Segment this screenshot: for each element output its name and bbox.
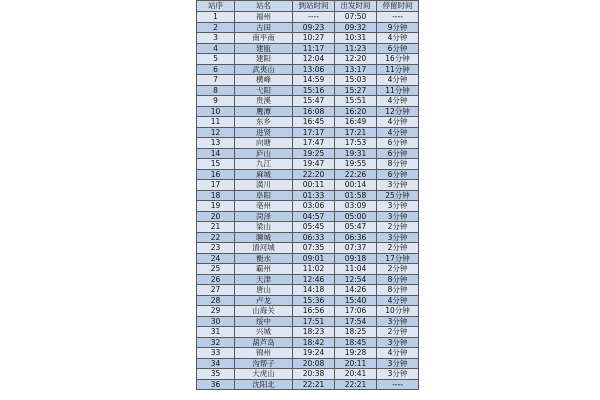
cell-station: 横峰 xyxy=(235,75,293,86)
cell-arrival: 14:59 xyxy=(293,75,335,86)
cell-departure: 03:09 xyxy=(335,201,377,212)
cell-station: 聊城 xyxy=(235,232,293,243)
cell-arrival: 06:33 xyxy=(293,232,335,243)
cell-station: 阜阳 xyxy=(235,190,293,201)
cell-seq: 33 xyxy=(197,348,235,359)
cell-station: 兴城 xyxy=(235,327,293,338)
cell-seq: 22 xyxy=(197,232,235,243)
table-row xyxy=(197,369,419,380)
cell-seq: 4 xyxy=(197,43,235,54)
cell-seq: 14 xyxy=(197,148,235,159)
cell-stop: 3分钟 xyxy=(377,211,419,222)
cell-arrival: 01:33 xyxy=(293,190,335,201)
cell-stop: 6分钟 xyxy=(377,169,419,180)
cell-departure: 15:03 xyxy=(335,75,377,86)
table-row xyxy=(197,180,419,191)
table-row xyxy=(197,316,419,327)
cell-arrival: 15:16 xyxy=(293,85,335,96)
cell-seq: 32 xyxy=(197,337,235,348)
cell-departure: 06:36 xyxy=(335,232,377,243)
cell-departure: 11:23 xyxy=(335,43,377,54)
cell-station: 唐山 xyxy=(235,285,293,296)
table-row xyxy=(197,222,419,233)
timetable-sheet xyxy=(196,0,418,398)
cell-station: 清河城 xyxy=(235,243,293,254)
cell-station: 天津 xyxy=(235,274,293,285)
cell-seq: 9 xyxy=(197,96,235,107)
cell-arrival: 19:24 xyxy=(293,348,335,359)
cell-seq: 17 xyxy=(197,180,235,191)
cell-departure: 12:20 xyxy=(335,54,377,65)
cell-seq: 18 xyxy=(197,190,235,201)
cell-seq: 36 xyxy=(197,379,235,390)
train-timetable xyxy=(196,0,419,390)
cell-station: 菏泽 xyxy=(235,211,293,222)
cell-arrival: 14:18 xyxy=(293,285,335,296)
cell-seq: 15 xyxy=(197,159,235,170)
cell-departure: 22:21 xyxy=(335,379,377,390)
cell-arrival: 12:04 xyxy=(293,54,335,65)
cell-station: 大虎山 xyxy=(235,369,293,380)
cell-station: 山海关 xyxy=(235,306,293,317)
cell-seq: 11 xyxy=(197,117,235,128)
cell-seq: 7 xyxy=(197,75,235,86)
cell-station: 古田 xyxy=(235,22,293,33)
cell-seq: 35 xyxy=(197,369,235,380)
cell-departure: 19:31 xyxy=(335,148,377,159)
cell-arrival: 07:35 xyxy=(293,243,335,254)
cell-departure: 18:25 xyxy=(335,327,377,338)
cell-departure: 17:21 xyxy=(335,127,377,138)
cell-stop: 3分钟 xyxy=(377,316,419,327)
cell-stop: 4分钟 xyxy=(377,33,419,44)
cell-stop: ---- xyxy=(377,379,419,390)
cell-departure: 05:47 xyxy=(335,222,377,233)
cell-departure: 16:49 xyxy=(335,117,377,128)
table-row xyxy=(197,106,419,117)
table-row xyxy=(197,12,419,23)
cell-arrival: 19:25 xyxy=(293,148,335,159)
cell-stop: 8分钟 xyxy=(377,274,419,285)
cell-seq: 20 xyxy=(197,211,235,222)
cell-arrival: 20:08 xyxy=(293,358,335,369)
cell-station: 南平南 xyxy=(235,33,293,44)
cell-stop: 4分钟 xyxy=(377,127,419,138)
cell-departure: 05:00 xyxy=(335,211,377,222)
cell-arrival: 11:17 xyxy=(293,43,335,54)
cell-station: 建瓯 xyxy=(235,43,293,54)
table-row xyxy=(197,337,419,348)
table-row xyxy=(197,306,419,317)
cell-departure: 17:53 xyxy=(335,138,377,149)
table-row xyxy=(197,96,419,107)
cell-departure: 12:54 xyxy=(335,274,377,285)
cell-stop: 4分钟 xyxy=(377,295,419,306)
table-row xyxy=(197,117,419,128)
table-row xyxy=(197,358,419,369)
cell-arrival: 15:47 xyxy=(293,96,335,107)
cell-arrival: 18:42 xyxy=(293,337,335,348)
cell-arrival: 11:02 xyxy=(293,264,335,275)
cell-stop: 4分钟 xyxy=(377,75,419,86)
cell-stop: 3分钟 xyxy=(377,232,419,243)
cell-stop: 25分钟 xyxy=(377,190,419,201)
cell-stop: 6分钟 xyxy=(377,43,419,54)
cell-departure: 13:17 xyxy=(335,64,377,75)
cell-departure: 07:50 xyxy=(335,12,377,23)
table-row xyxy=(197,75,419,86)
cell-arrival: 17:17 xyxy=(293,127,335,138)
cell-arrival: 17:51 xyxy=(293,316,335,327)
cell-station: 衡水 xyxy=(235,253,293,264)
cell-stop: 3分钟 xyxy=(377,369,419,380)
cell-stop: 2分钟 xyxy=(377,222,419,233)
cell-arrival: 19:47 xyxy=(293,159,335,170)
table-row xyxy=(197,22,419,33)
cell-stop: 2分钟 xyxy=(377,243,419,254)
cell-station: 沈阳北 xyxy=(235,379,293,390)
cell-departure: 07:37 xyxy=(335,243,377,254)
cell-seq: 16 xyxy=(197,169,235,180)
cell-stop: 17分钟 xyxy=(377,253,419,264)
cell-departure: 09:32 xyxy=(335,22,377,33)
table-row xyxy=(197,285,419,296)
cell-stop: 2分钟 xyxy=(377,327,419,338)
cell-stop: 8分钟 xyxy=(377,159,419,170)
cell-departure: 20:41 xyxy=(335,369,377,380)
header-station: 站名 xyxy=(235,1,293,12)
cell-arrival: 09:23 xyxy=(293,22,335,33)
table-row xyxy=(197,274,419,285)
table-row xyxy=(197,264,419,275)
cell-seq: 6 xyxy=(197,64,235,75)
cell-stop: 6分钟 xyxy=(377,148,419,159)
cell-station: 卢龙 xyxy=(235,295,293,306)
cell-stop: 16分钟 xyxy=(377,54,419,65)
cell-station: 梁山 xyxy=(235,222,293,233)
cell-arrival: 15:36 xyxy=(293,295,335,306)
cell-arrival: 13:06 xyxy=(293,64,335,75)
table-row xyxy=(197,379,419,390)
cell-departure: 15:27 xyxy=(335,85,377,96)
cell-seq: 26 xyxy=(197,274,235,285)
cell-departure: 15:51 xyxy=(335,96,377,107)
cell-stop: 11分钟 xyxy=(377,64,419,75)
cell-departure: 01:58 xyxy=(335,190,377,201)
cell-station: 武夷山 xyxy=(235,64,293,75)
cell-station: 九江 xyxy=(235,159,293,170)
cell-stop: 10分钟 xyxy=(377,306,419,317)
cell-station: 亳州 xyxy=(235,201,293,212)
cell-departure: 20:11 xyxy=(335,358,377,369)
cell-departure: 17:54 xyxy=(335,316,377,327)
cell-station: 庐山 xyxy=(235,148,293,159)
cell-stop: 9分钟 xyxy=(377,22,419,33)
table-row xyxy=(197,243,419,254)
cell-stop: 3分钟 xyxy=(377,337,419,348)
cell-departure: 14:26 xyxy=(335,285,377,296)
table-row xyxy=(197,253,419,264)
cell-station: 麻城 xyxy=(235,169,293,180)
cell-seq: 31 xyxy=(197,327,235,338)
table-row xyxy=(197,148,419,159)
table-row xyxy=(197,127,419,138)
cell-departure: 22:26 xyxy=(335,169,377,180)
table-row xyxy=(197,211,419,222)
header-seq: 站序 xyxy=(197,1,235,12)
cell-stop: 3分钟 xyxy=(377,358,419,369)
cell-stop: 8分钟 xyxy=(377,285,419,296)
cell-station: 锦州 xyxy=(235,348,293,359)
cell-seq: 25 xyxy=(197,264,235,275)
cell-seq: 19 xyxy=(197,201,235,212)
cell-departure: 17:06 xyxy=(335,306,377,317)
table-row xyxy=(197,327,419,338)
cell-station: 东乡 xyxy=(235,117,293,128)
cell-arrival: 22:20 xyxy=(293,169,335,180)
cell-departure: 15:40 xyxy=(335,295,377,306)
cell-station: 向塘 xyxy=(235,138,293,149)
cell-arrival: 16:45 xyxy=(293,117,335,128)
cell-stop: 11分钟 xyxy=(377,85,419,96)
cell-seq: 13 xyxy=(197,138,235,149)
table-row xyxy=(197,138,419,149)
cell-arrival: 18:23 xyxy=(293,327,335,338)
table-row xyxy=(197,169,419,180)
table-row xyxy=(197,232,419,243)
cell-departure: 10:31 xyxy=(335,33,377,44)
table-row xyxy=(197,85,419,96)
cell-station: 进贤 xyxy=(235,127,293,138)
cell-seq: 5 xyxy=(197,54,235,65)
header-arrival: 到站时间 xyxy=(293,1,335,12)
header-departure: 出发时间 xyxy=(335,1,377,12)
cell-arrival: 16:56 xyxy=(293,306,335,317)
cell-station: 绥中 xyxy=(235,316,293,327)
cell-arrival: 22:21 xyxy=(293,379,335,390)
table-row xyxy=(197,43,419,54)
cell-seq: 24 xyxy=(197,253,235,264)
cell-arrival: 09:01 xyxy=(293,253,335,264)
cell-seq: 10 xyxy=(197,106,235,117)
cell-stop: 12分钟 xyxy=(377,106,419,117)
cell-stop: 6分钟 xyxy=(377,138,419,149)
cell-arrival: 03:06 xyxy=(293,201,335,212)
cell-departure: 11:04 xyxy=(335,264,377,275)
cell-arrival: 20:38 xyxy=(293,369,335,380)
cell-stop: 4分钟 xyxy=(377,117,419,128)
cell-arrival: 12:46 xyxy=(293,274,335,285)
cell-station: 霸州 xyxy=(235,264,293,275)
cell-seq: 23 xyxy=(197,243,235,254)
table-row xyxy=(197,190,419,201)
header-stop: 停留时间 xyxy=(377,1,419,12)
cell-arrival: 04:57 xyxy=(293,211,335,222)
cell-stop: 3分钟 xyxy=(377,201,419,212)
table-row xyxy=(197,295,419,306)
cell-station: 潢川 xyxy=(235,180,293,191)
cell-departure: 19:55 xyxy=(335,159,377,170)
cell-stop: 3分钟 xyxy=(377,180,419,191)
cell-arrival: 10:27 xyxy=(293,33,335,44)
cell-arrival: 16:08 xyxy=(293,106,335,117)
cell-seq: 29 xyxy=(197,306,235,317)
cell-station: 沟帮子 xyxy=(235,358,293,369)
table-row xyxy=(197,201,419,212)
cell-seq: 34 xyxy=(197,358,235,369)
cell-seq: 30 xyxy=(197,316,235,327)
cell-departure: 18:45 xyxy=(335,337,377,348)
cell-seq: 28 xyxy=(197,295,235,306)
cell-stop: 2分钟 xyxy=(377,264,419,275)
cell-station: 贵溪 xyxy=(235,96,293,107)
cell-stop: 4分钟 xyxy=(377,96,419,107)
cell-departure: 16:20 xyxy=(335,106,377,117)
table-row xyxy=(197,64,419,75)
table-row xyxy=(197,159,419,170)
cell-station: 葫芦岛 xyxy=(235,337,293,348)
cell-seq: 2 xyxy=(197,22,235,33)
cell-seq: 12 xyxy=(197,127,235,138)
cell-seq: 21 xyxy=(197,222,235,233)
header-row xyxy=(197,1,419,12)
cell-seq: 8 xyxy=(197,85,235,96)
cell-arrival: 17:47 xyxy=(293,138,335,149)
cell-stop: 4分钟 xyxy=(377,348,419,359)
cell-seq: 27 xyxy=(197,285,235,296)
cell-arrival: ---- xyxy=(293,12,335,23)
cell-seq: 3 xyxy=(197,33,235,44)
cell-stop: ---- xyxy=(377,12,419,23)
table-row xyxy=(197,33,419,44)
cell-station: 弋阳 xyxy=(235,85,293,96)
cell-station: 福州 xyxy=(235,12,293,23)
cell-departure: 09:18 xyxy=(335,253,377,264)
cell-departure: 19:28 xyxy=(335,348,377,359)
cell-arrival: 00:11 xyxy=(293,180,335,191)
cell-arrival: 05:45 xyxy=(293,222,335,233)
cell-station: 建阳 xyxy=(235,54,293,65)
table-row xyxy=(197,348,419,359)
cell-departure: 00:14 xyxy=(335,180,377,191)
table-row xyxy=(197,54,419,65)
cell-station: 鹰潭 xyxy=(235,106,293,117)
cell-seq: 1 xyxy=(197,12,235,23)
